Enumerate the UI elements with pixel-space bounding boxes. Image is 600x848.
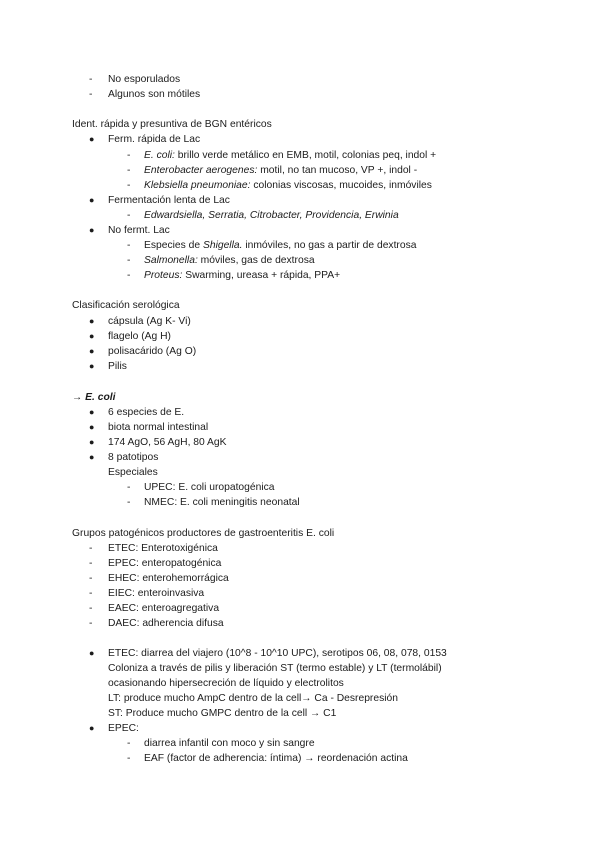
- list-item: flagelo (Ag H): [108, 331, 171, 342]
- dash-marker: -: [89, 618, 93, 629]
- list-item: EAF (factor de adherencia: íntima) → reordenación actina: [144, 753, 408, 764]
- etec-line: ETEC: diarrea del viajero (10^8 - 10^10 UPC), serotipos 06, 08, 078, 0153: [108, 648, 447, 659]
- dash-marker: -: [127, 180, 131, 191]
- list-item: 174 AgO, 56 AgH, 80 AgK: [108, 437, 227, 448]
- etec-line: ocasionando hipersecreción de líquido y electrolitos: [108, 678, 344, 689]
- list-item: DAEC: adherencia difusa: [108, 618, 224, 629]
- bullet-marker: ●: [89, 422, 95, 432]
- dash-marker: -: [127, 482, 131, 493]
- list-item: [144, 148, 436, 163]
- organism-list: Edwardsiella, Serratia, Citrobacter, Providencia, Erwinia: [144, 210, 399, 221]
- etec-line: LT: produce mucho AmpC dentro de la cell→ Ca - Desrepresión: [108, 693, 398, 704]
- dash-marker: -: [127, 738, 131, 749]
- organism-desc: colonias viscosas, mucoides, inmóviles: [250, 180, 432, 191]
- list-item: [144, 163, 417, 178]
- section-heading-grupos: Grupos patogénicos productores de gastroenteritis E. coli: [72, 528, 335, 539]
- organism-name: Proteus:: [144, 270, 183, 281]
- list-item: [144, 178, 432, 193]
- list-item: UPEC: E. coli uropatogénica: [144, 482, 275, 493]
- dash-marker: -: [89, 89, 93, 100]
- arrow-icon: →: [72, 392, 86, 403]
- dash-marker: -: [89, 543, 93, 554]
- list-item: Pilis: [108, 361, 127, 372]
- list-item: EAEC: enteroagregativa: [108, 603, 220, 614]
- list-item: ETEC: Enterotoxigénica: [108, 543, 218, 554]
- dash-marker: -: [127, 165, 131, 176]
- list-item: Ferm. rápida de Lac: [108, 134, 201, 145]
- etec-line: ST: Produce mucho GMPC dentro de la cell → C1: [108, 708, 337, 719]
- bullet-marker: ●: [89, 346, 95, 356]
- organism-name: Shigella.: [202, 240, 243, 251]
- organism-name: Salmonella:: [144, 255, 198, 266]
- list-item: NMEC: E. coli meningitis neonatal: [144, 497, 300, 508]
- organism-desc: inmóviles, no gas a partir de dextrosa: [242, 240, 417, 251]
- organism-desc: motil, no tan mucoso, VP +, indol -: [257, 165, 418, 176]
- dash-marker: -: [127, 270, 131, 281]
- bullet-marker: ●: [89, 225, 95, 235]
- text-prefix: Especies de: [144, 240, 203, 251]
- dash-marker: -: [127, 497, 131, 508]
- dash-marker: -: [89, 74, 93, 85]
- dash-marker: -: [127, 150, 131, 161]
- dash-marker: -: [127, 255, 131, 266]
- organism-name: E. coli:: [144, 150, 175, 161]
- list-item: EPEC: enteropatogénica: [108, 558, 222, 569]
- list-item: 6 especies de E.: [108, 407, 185, 418]
- list-item: cápsula (Ag K- Vi): [108, 316, 191, 327]
- subheading-especiales: Especiales: [108, 467, 158, 478]
- bullet-marker: ●: [89, 331, 95, 341]
- dash-marker: -: [89, 588, 93, 599]
- list-item: [144, 208, 399, 223]
- bullet-marker: ●: [89, 134, 95, 144]
- list-item: EIEC: enteroinvasiva: [108, 588, 205, 599]
- list-item: Algunos son mótiles: [108, 89, 201, 100]
- list-item: [144, 253, 315, 268]
- organism-name: Klebsiella pneumoniae:: [144, 180, 251, 191]
- section-heading-sero: Clasificación serológica: [72, 300, 180, 311]
- list-item: EHEC: enterohemorrágica: [108, 573, 229, 584]
- list-item: diarrea infantil con moco y sin sangre: [144, 738, 315, 749]
- section-heading-ecoli: [72, 390, 116, 405]
- dash-marker: -: [127, 210, 131, 221]
- bullet-marker: ●: [89, 316, 95, 326]
- list-item: Fermentación lenta de Lac: [108, 195, 230, 206]
- etec-line: Coloniza a través de pilis y liberación ST (termo estable) y LT (termolábil): [108, 663, 442, 674]
- list-item: 8 patotipos: [108, 452, 159, 463]
- ecoli-title: E. coli: [85, 392, 116, 403]
- bullet-marker: ●: [89, 437, 95, 447]
- organism-desc: Swarming, ureasa + rápida, PPA+: [182, 270, 341, 281]
- organism-desc: móviles, gas de dextrosa: [197, 255, 315, 266]
- list-item: No esporulados: [108, 74, 181, 85]
- list-item: biota normal intestinal: [108, 422, 209, 433]
- list-item: [144, 238, 416, 253]
- epec-label: EPEC:: [108, 723, 139, 734]
- bullet-marker: ●: [89, 195, 95, 205]
- section-heading-ident: Ident. rápida y presuntiva de BGN entéricos: [72, 119, 272, 130]
- dash-marker: -: [127, 240, 131, 251]
- dash-marker: -: [89, 573, 93, 584]
- dash-marker: -: [89, 558, 93, 569]
- dash-marker: -: [127, 753, 131, 764]
- list-item: No fermt. Lac: [108, 225, 170, 236]
- organism-name: Enterobacter aerogenes:: [144, 165, 258, 176]
- bullet-marker: ●: [89, 452, 95, 462]
- organism-desc: brillo verde metálico en EMB, motil, colonias peq, indol +: [174, 150, 437, 161]
- bullet-marker: ●: [89, 648, 95, 658]
- bullet-marker: ●: [89, 361, 95, 371]
- list-item: [144, 268, 340, 283]
- bullet-marker: ●: [89, 407, 95, 417]
- bullet-marker: ●: [89, 723, 95, 733]
- list-item: polisacárido (Ag O): [108, 346, 197, 357]
- dash-marker: -: [89, 603, 93, 614]
